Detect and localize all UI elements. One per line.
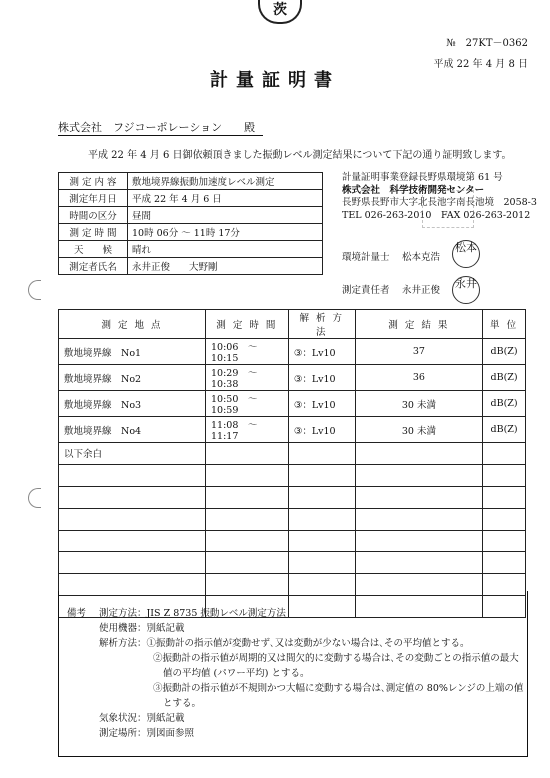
info-key: 天 候: [59, 241, 128, 258]
table-header-row: [59, 310, 526, 339]
staff-name: 松本克浩: [402, 252, 441, 263]
staff-row-manager: [342, 282, 440, 296]
remarks-line: 使用機器：別紙記載: [99, 623, 185, 634]
info-key: 時間の区分: [59, 207, 128, 224]
cell-time: 10:06 ～ 10:15: [206, 339, 289, 365]
remarks-line: 解析方法：①振動計の指示値が変動せず､又は変動が少ない場合は､その平均値とする。: [99, 638, 470, 649]
cell-time: 11:08 ～ 11:17: [206, 417, 289, 443]
cell-method: ③：Lv10: [288, 391, 355, 417]
cell-unit: dB(Z): [483, 339, 526, 365]
cell-time: 10:50 ～ 10:59: [206, 391, 289, 417]
table-row: [59, 552, 526, 574]
company-stamp: [422, 190, 474, 228]
remarks-line: とする。: [163, 698, 202, 709]
cell-point: 敷地境界線 No1: [59, 339, 206, 365]
remarks-line: 値の平均値 (パワー平均) とする。: [163, 668, 310, 679]
col-header-method: 解 析 方 法: [288, 310, 355, 339]
cell-result: 30 未満: [355, 417, 482, 443]
col-header-result: 測 定 結 果: [355, 310, 482, 339]
info-value: 永井正俊 大野剛: [128, 258, 323, 275]
staff-role: 環境計量士: [342, 252, 390, 263]
lab-address: 長野県長野市大字北長池字南長池境 2058-3: [342, 197, 537, 208]
table-row: [59, 530, 526, 552]
remarks-box: [58, 591, 528, 757]
cell-footer-note: 以下余白: [59, 443, 206, 465]
table-row: [59, 339, 526, 365]
info-row: [59, 173, 323, 190]
page-title: 計量証明書: [210, 70, 340, 91]
cell-result: 36: [355, 365, 482, 391]
info-row: [59, 190, 323, 207]
cell-result: 37: [355, 339, 482, 365]
table-row: [59, 417, 526, 443]
top-seal: 茨: [258, 0, 302, 24]
punch-hole-mark: [28, 280, 41, 300]
table-row: [59, 391, 526, 417]
col-header-point: 測 定 地 点: [59, 310, 206, 339]
lab-contact: TEL 026-263-2010 FAX 026-263-2012: [342, 209, 531, 221]
intro-text: 平成 22 年 4 月 6 日御依頼頂きました振動レベル測定結果について下記の通り証明致します。: [88, 150, 512, 161]
remarks-line: 気象状況：別紙記載: [99, 713, 185, 724]
info-row: [59, 241, 323, 258]
info-table: [58, 172, 323, 275]
table-row: [59, 464, 526, 486]
personal-seal: 松本: [452, 240, 480, 268]
cell-method: ③：Lv10: [288, 339, 355, 365]
table-row: [59, 508, 526, 530]
cell-method: ③：Lv10: [288, 417, 355, 443]
info-value: 敷地境界線振動加速度レベル測定: [128, 173, 323, 190]
cell-point: 敷地境界線 No2: [59, 365, 206, 391]
table-row: [59, 486, 526, 508]
info-row: [59, 258, 323, 275]
remarks-line: 測定方法：JIS Z 8735 振動レベル測定方法: [99, 608, 286, 619]
col-header-unit: 単 位: [483, 310, 526, 339]
recipient: 株式会社 フジコーポレーション 殿: [58, 119, 263, 136]
remarks-line: ②振動計の指示値が周期的又は間欠的に変動する場合は､その変動ごとの指示値の最大: [153, 653, 519, 664]
info-key: 測 定 内 容: [59, 173, 128, 190]
cell-method: ③：Lv10: [288, 365, 355, 391]
info-row: [59, 224, 323, 241]
cell-unit: dB(Z): [483, 391, 526, 417]
staff-role: 測定責任者: [342, 285, 390, 296]
punch-hole-mark: [28, 488, 41, 508]
remarks-label: 備考: [67, 608, 87, 619]
info-key: 測定年月日: [59, 190, 128, 207]
personal-seal: 永井: [452, 276, 480, 304]
info-value: 晴れ: [128, 241, 323, 258]
info-value: 10時 06分 ～ 11時 17分: [128, 224, 323, 241]
cell-result: 30 未満: [355, 391, 482, 417]
info-key: 測定者氏名: [59, 258, 128, 275]
lab-name: 株式会社 科学技術開発センター: [342, 184, 485, 196]
results-table: [58, 309, 526, 618]
table-row: [59, 365, 526, 391]
info-key: 測 定 時 間: [59, 224, 128, 241]
issue-date: 平成 22 年 4 月 8 日: [433, 59, 528, 70]
remarks-line: 測定場所：別図面参照: [99, 728, 195, 739]
staff-row-measurer: [342, 249, 440, 263]
info-row: [59, 207, 323, 224]
cell-point: 敷地境界線 No4: [59, 417, 206, 443]
cell-unit: dB(Z): [483, 365, 526, 391]
table-row: [59, 443, 526, 465]
cell-time: 10:29 ～ 10:38: [206, 365, 289, 391]
document-number: № 27KT－0362: [446, 38, 528, 49]
staff-name: 永井正俊: [402, 285, 441, 296]
info-value: 平成 22 年 4 月 6 日: [128, 190, 323, 207]
cell-point: 敷地境界線 No3: [59, 391, 206, 417]
col-header-time: 測 定 時 間: [206, 310, 289, 339]
remarks-line: ③振動計の指示値が不規則かつ大幅に変動する場合は､測定値の 80%レンジの上端の値: [153, 683, 524, 694]
info-value: 昼間: [128, 207, 323, 224]
lab-registration: 計量証明事業登録長野県環境第 61 号: [342, 172, 503, 183]
cell-unit: dB(Z): [483, 417, 526, 443]
